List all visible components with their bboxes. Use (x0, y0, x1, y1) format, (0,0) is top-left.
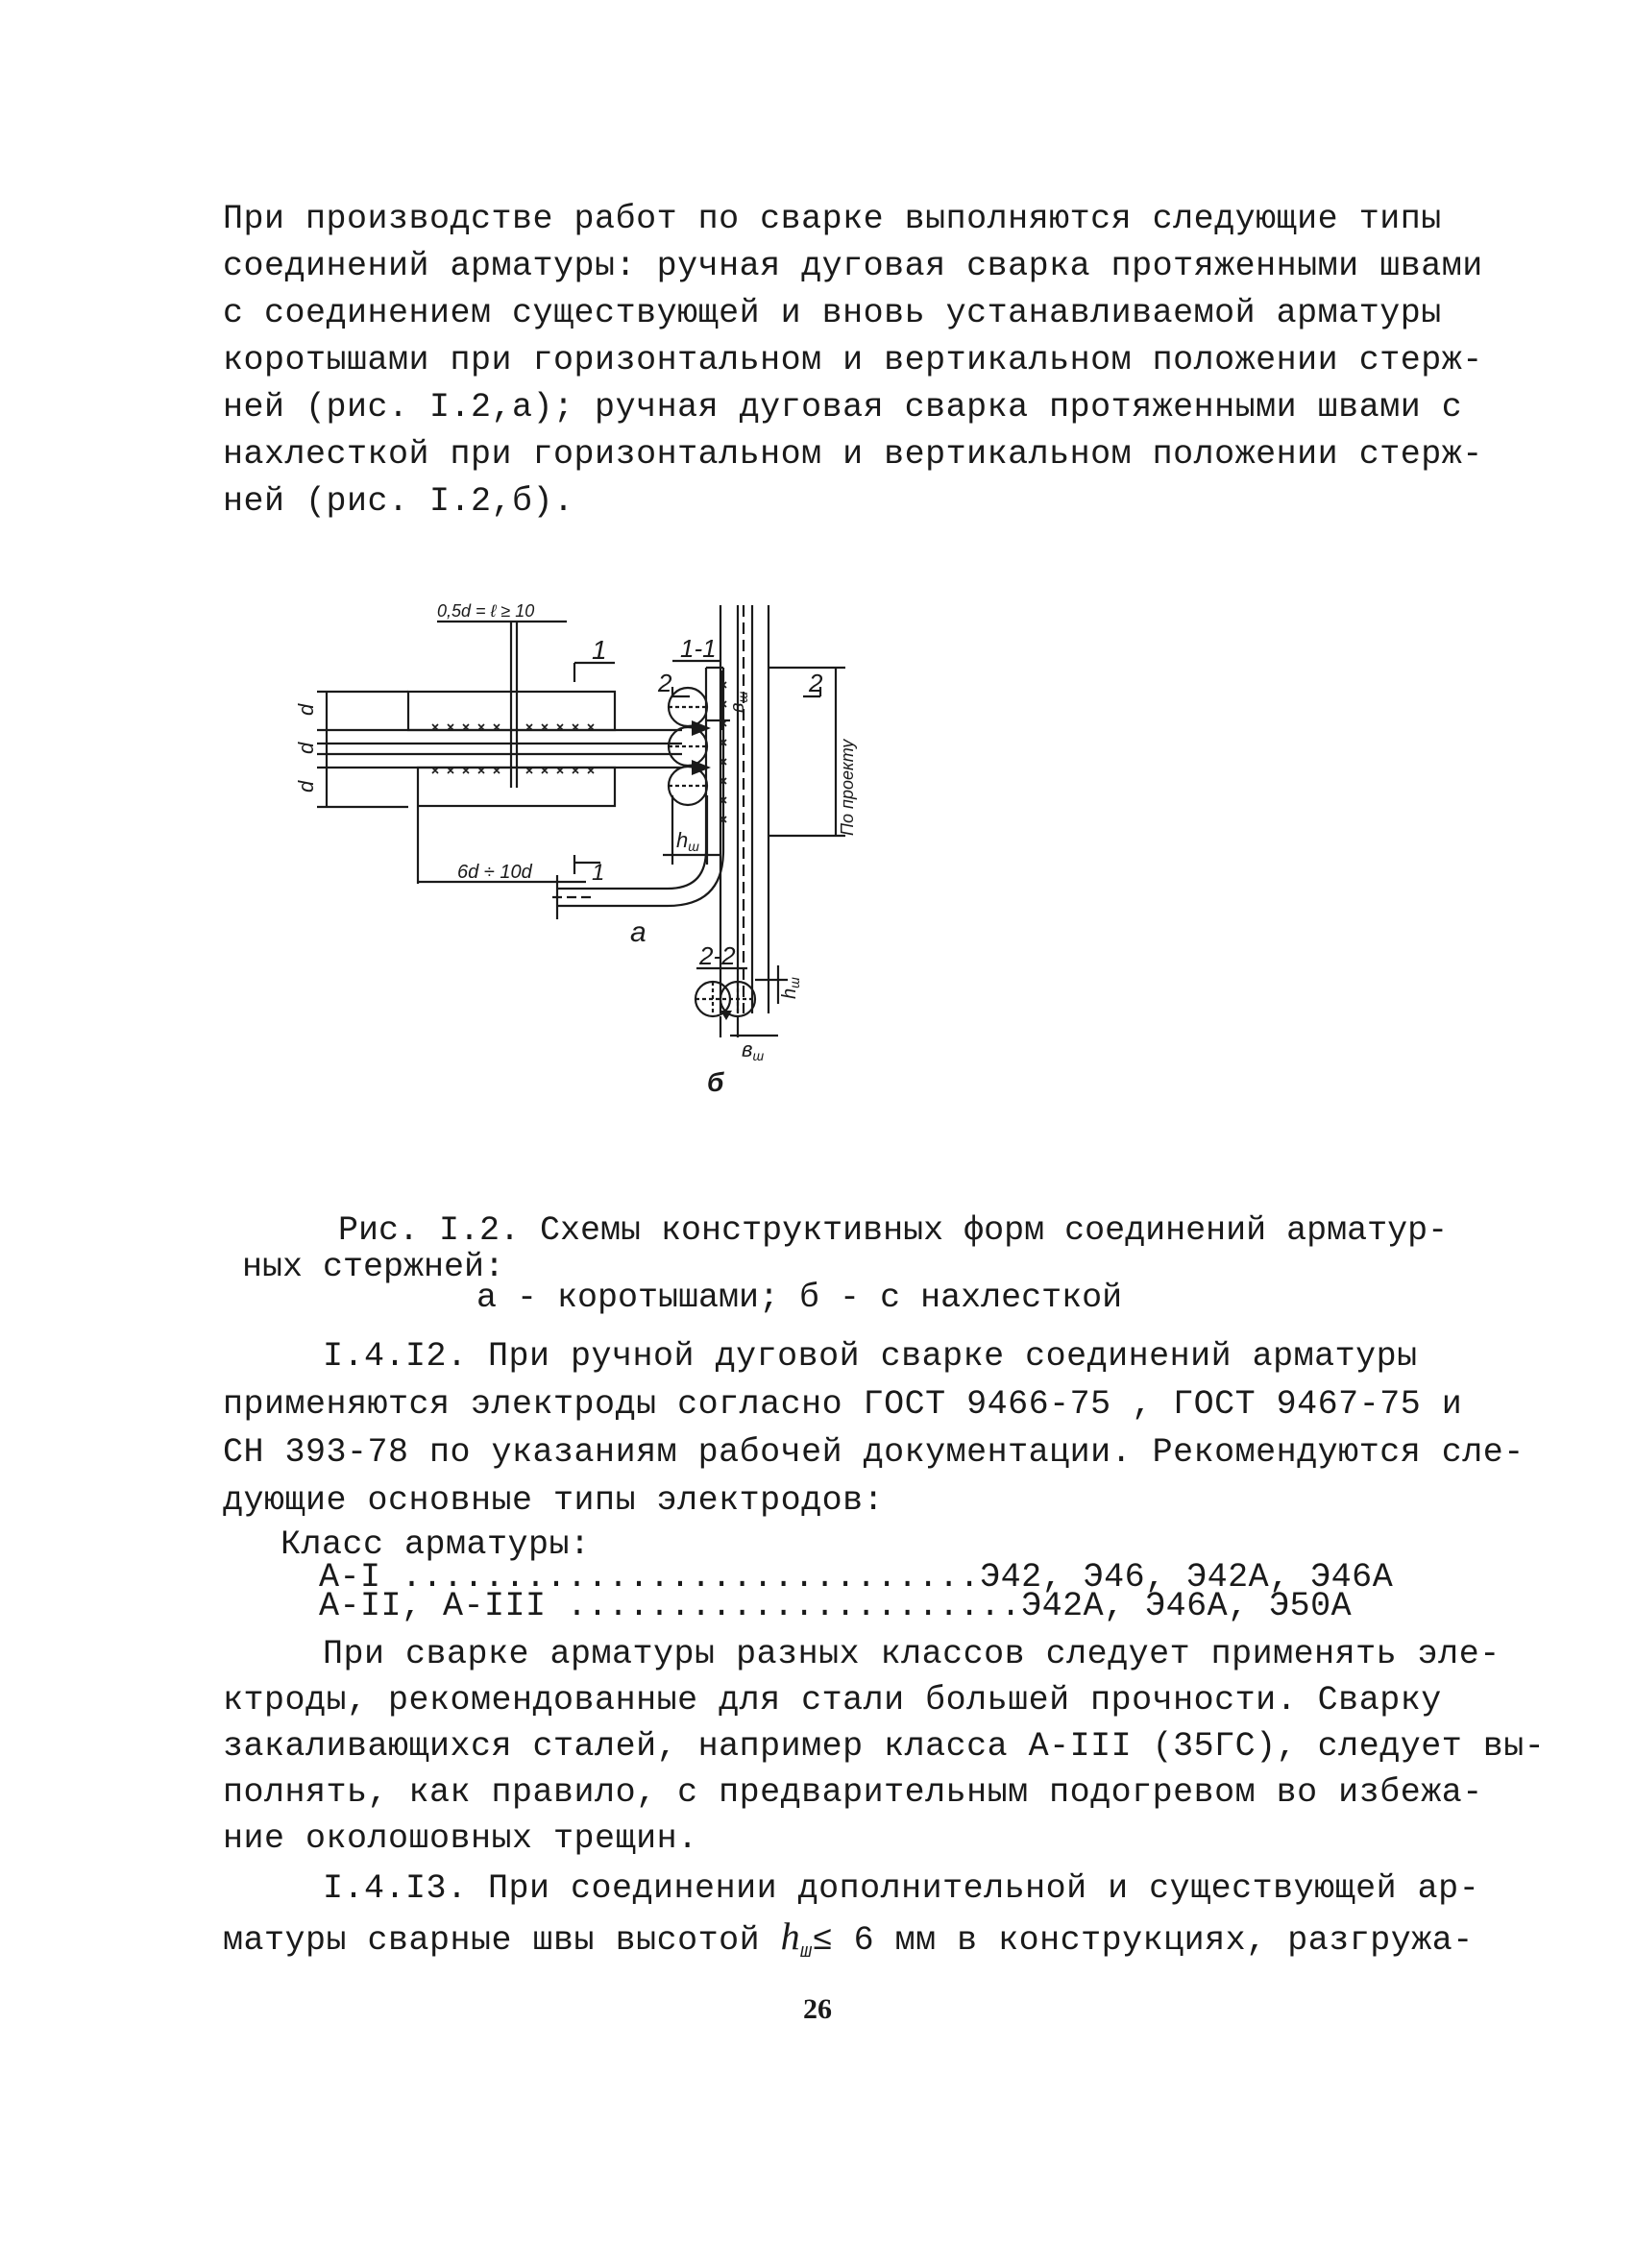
section-mark-a-top: 1 (592, 635, 607, 665)
d-label: d (294, 703, 318, 716)
label-a: а (630, 916, 647, 948)
class-name: А-I (319, 1558, 403, 1597)
text-line: дующие основные типы электродов: (223, 1481, 885, 1520)
text-line: I.4.I3. При соединении дополнительной и существующей ар- (323, 1869, 1480, 1908)
class-electrodes: Э42, Э46, Э42А, Э46А (980, 1558, 1394, 1597)
dim-top-label: 0,5d = ℓ ≥ 10 (437, 601, 535, 621)
section-mark-a-bottom: 1 (592, 860, 605, 886)
weld-width-label-a: $в_ш$ (727, 691, 750, 713)
text-line: с соединением существующей и вновь устанавливаемой арматуры (223, 294, 1442, 332)
class-name: А-II, А-III (319, 1587, 568, 1625)
text-line: СН 393-78 по указаниям рабочей документации. Рекомендуются сле- (223, 1433, 1525, 1472)
class-row (319, 1589, 1352, 1623)
height-symbol-sub: ш (800, 1941, 813, 1963)
class-electrodes: Э42А, Э46А, Э50А (1021, 1587, 1353, 1625)
text-line: При сварке арматуры разных классов следует применять эле- (323, 1635, 1501, 1673)
weld-width-label-b: вш (742, 1037, 765, 1063)
page-number: 26 (803, 1993, 832, 2025)
scheme-b-drawing (552, 605, 845, 1037)
weld-height-label-a: hш (676, 828, 699, 854)
text-line: ктроды, рекомендованные для стали большей прочности. Сварку (223, 1681, 1442, 1719)
section-mark-b-left: 2 (658, 669, 672, 697)
dim-bottom-label: 6d ÷ 10d (457, 862, 532, 883)
text-line: При производстве работ по сварке выполняются следующие типы (223, 200, 1442, 238)
text-line: нахлесткой при горизонтальном и вертикальном положении стерж- (223, 435, 1483, 474)
d-label: d (294, 742, 318, 754)
d-label: d (294, 780, 318, 793)
scheme-a-drawing (317, 622, 682, 884)
label-b: б (707, 1067, 724, 1097)
figure-weld-schemes (269, 576, 1306, 1172)
text-line: матуры сварные швы высотой $h_ш\le 6$ мм в конструкциях, разгружа- (223, 1914, 1474, 1963)
text-line: ние околошовных трещин. (223, 1819, 698, 1858)
text-line: ней (рис. I.2,б). (223, 482, 574, 521)
weld-diagram (269, 576, 1306, 1172)
caption-line: Рис. I.2. Схемы конструктивных форм соединений арматур- (338, 1211, 1449, 1250)
scheme-a-welds (432, 724, 594, 773)
class-header: Класс арматуры: (281, 1525, 591, 1564)
text-line: I.4.I2. При ручной дуговой сварке соединений арматуры (323, 1337, 1418, 1376)
text-line: соединений арматуры: ручная дуговая сварка протяженными швами (223, 247, 1483, 285)
dot-leader: ...................... (567, 1587, 1022, 1625)
weld-height-label-b: $h_ш$ (779, 977, 802, 999)
text-line: полнять, как правило, с предварительным подогревом во избежа- (223, 1773, 1483, 1812)
text-line: коротышами при горизонтальном и вертикальном положении стерж- (223, 341, 1483, 379)
caption-line: ных стержней: (242, 1248, 505, 1286)
dim-by-project-label: По проекту (838, 739, 857, 836)
caption-line: а - коротышами; б - с нахлесткой (476, 1279, 1123, 1317)
text-line: закаливающихся сталей, например класса А-III (35ГС), следует вы- (223, 1727, 1546, 1766)
section-2-2-title: 2-2 (699, 941, 736, 970)
text-line: ней (рис. I.2,а); ручная дуговая сварка протяженными швами с (223, 388, 1463, 427)
text-line: применяются электроды согласно ГОСТ 9466-75 , ГОСТ 9467-75 и (223, 1385, 1463, 1424)
height-symbol: h (780, 1914, 801, 1958)
section-1-1-title: 1-1 (680, 634, 717, 663)
dot-leader: ............................ (402, 1558, 981, 1597)
section-mark-b-right: 2 (809, 669, 823, 697)
